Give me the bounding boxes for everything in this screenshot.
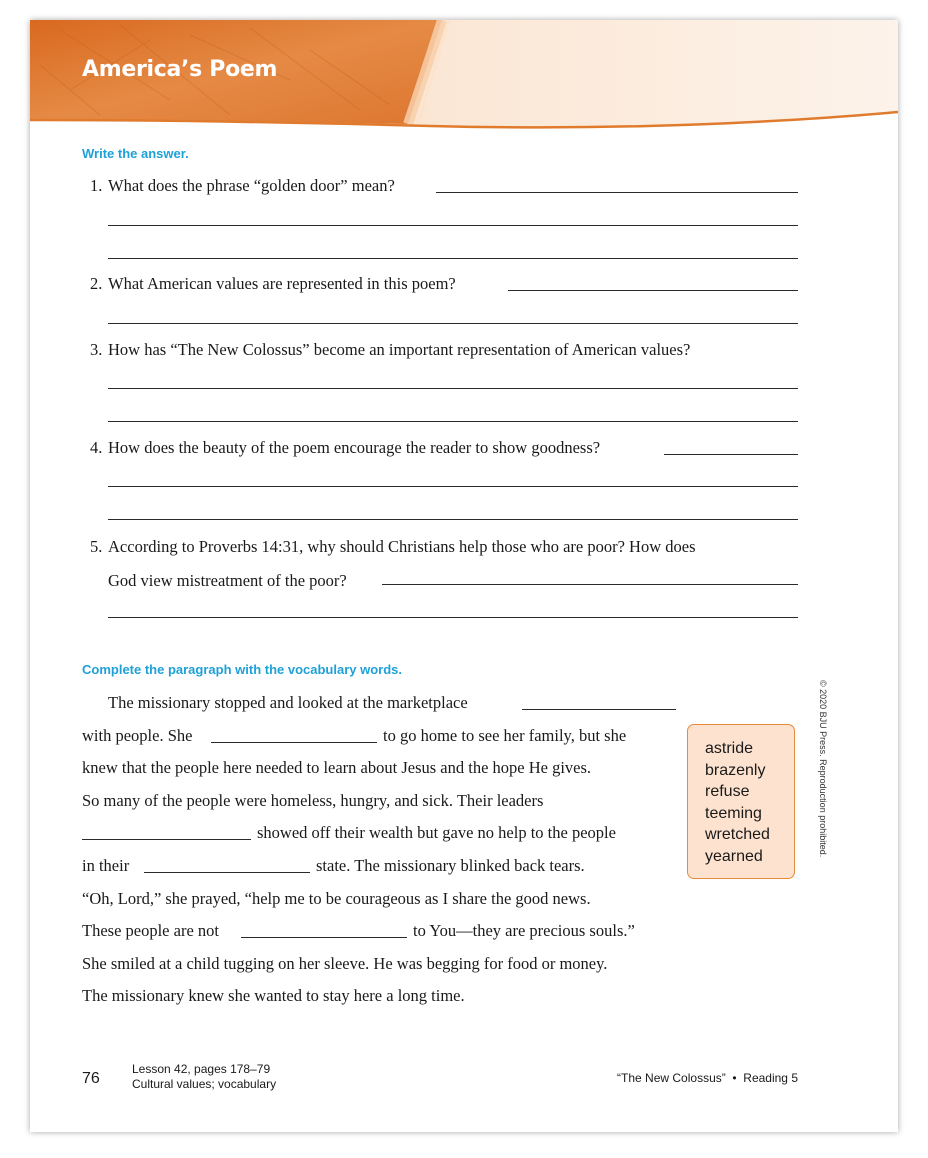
answer-line[interactable]	[108, 388, 798, 389]
question-text-continued: God view mistreatment of the poor?	[108, 571, 347, 590]
word-bank	[687, 724, 795, 879]
question-2	[80, 274, 798, 308]
page-title: America’s Poem	[82, 57, 278, 82]
paragraph-line: in their state. The missionary blinked back tears.	[82, 855, 585, 875]
question-number: 5.	[90, 537, 103, 556]
question-1	[80, 176, 798, 210]
title-banner	[30, 20, 898, 132]
paragraph-line: So many of the people were homeless, hungry, and sick. Their leaders	[82, 790, 544, 810]
fill-blank[interactable]	[82, 839, 251, 840]
answer-line[interactable]	[108, 617, 798, 618]
paragraph-line: The missionary knew she wanted to stay here a long time.	[82, 986, 465, 1006]
question-number: 2.	[90, 274, 103, 293]
paragraph-line: The missionary stopped and looked at the marketplace	[82, 693, 672, 726]
paragraph-line: These people are not to You—they are precious souls.”	[82, 921, 635, 941]
question-text: According to Proverbs 14:31, why should Christians help those who are poor? How does	[108, 537, 696, 556]
lesson-pages: Lesson 42, pages 178–79	[132, 1062, 271, 1076]
question-text: How has “The New Colossus” become an important representation of American values?	[108, 340, 691, 359]
paragraph-line: with people. She to go home to see her family, but she	[82, 725, 627, 745]
question-text: What does the phrase “golden door” mean?	[108, 176, 395, 195]
question-number: 1.	[90, 176, 103, 195]
answer-line[interactable]	[508, 290, 798, 291]
answer-line[interactable]	[108, 421, 798, 422]
question-3	[80, 340, 798, 374]
fill-blank[interactable]	[144, 872, 310, 873]
answer-line[interactable]	[108, 323, 798, 324]
word-bank-item: yearned	[705, 847, 763, 865]
question-text: What American values are represented in this poem?	[108, 274, 456, 293]
fill-blank[interactable]	[211, 742, 377, 743]
answer-line[interactable]	[664, 454, 798, 455]
paragraph-line: showed off their wealth but gave no help to the people	[82, 823, 672, 856]
question-4	[80, 438, 798, 472]
question-number: 3.	[90, 340, 103, 359]
paragraph-line: knew that the people here needed to learn about Jesus and the hope He gives.	[82, 758, 592, 778]
question-number: 4.	[90, 438, 103, 457]
worksheet-page	[30, 20, 898, 1132]
section-instruction-vocabulary: Complete the paragraph with the vocabulary words.	[82, 662, 403, 677]
reading-reference: “The New Colossus” • Reading 5	[617, 1071, 798, 1085]
word-bank-item: wretched	[705, 826, 770, 843]
paragraph-line: She smiled at a child tugging on her sleeve. He was begging for food or money.	[82, 953, 608, 973]
question-5	[80, 537, 798, 603]
word-bank-item: teeming	[705, 804, 762, 822]
answer-line[interactable]	[108, 486, 798, 487]
answer-line[interactable]	[108, 519, 798, 520]
copyright-notice: © 2020 BJU Press. Reproduction prohibited.	[818, 680, 828, 858]
answer-line[interactable]	[108, 225, 798, 226]
page-number: 76	[82, 1070, 100, 1087]
word-bank-item: brazenly	[705, 761, 766, 779]
lesson-info	[132, 1062, 276, 1092]
word-bank-item: refuse	[705, 783, 750, 800]
word-bank-item: astride	[705, 740, 754, 757]
answer-line[interactable]	[108, 258, 798, 259]
vocabulary-paragraph	[82, 693, 672, 1019]
fill-blank[interactable]	[522, 709, 676, 710]
answer-line[interactable]	[436, 192, 798, 193]
question-text: How does the beauty of the poem encourage the reader to show goodness?	[108, 438, 601, 457]
fill-blank[interactable]	[241, 937, 407, 938]
lesson-topic: Cultural values; vocabulary	[132, 1077, 277, 1091]
section-instruction-write: Write the answer.	[82, 146, 189, 161]
answer-line[interactable]	[382, 584, 798, 585]
paragraph-line: “Oh, Lord,” she prayed, “help me to be courageous as I share the good news.	[82, 888, 591, 908]
